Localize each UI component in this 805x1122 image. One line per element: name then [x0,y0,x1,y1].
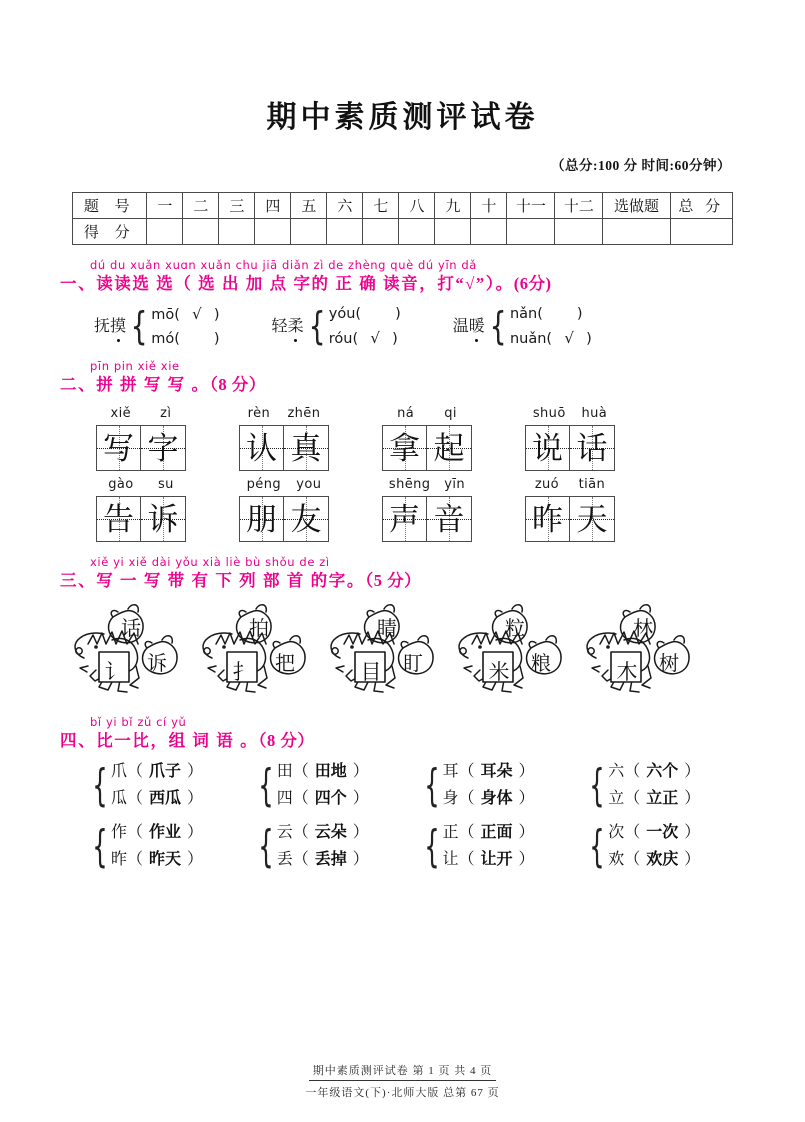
score-cell-4[interactable] [255,219,291,245]
q4-pair-5-line-2-close: ） [187,851,204,869]
q2-item-4-pinyin-a: shuō [532,406,566,422]
q2-item-8 [525,477,615,542]
section-four-pinyin: bǐ yi bǐ zǔ cí yǔ [90,715,187,730]
q1-option-3-2[interactable] [509,328,592,347]
q2-item-7-gridbox[interactable] [382,496,472,542]
q1-option-3-2-close: ) [586,330,592,347]
q4-pair-5-lines [111,825,203,868]
q1-group-2 [271,304,401,349]
section-four-title [60,730,749,752]
q2-item-6-char-a: 朋 [246,501,277,537]
q2-item-5-pinyin [96,477,186,492]
apple-char-top: 拍 [249,618,269,641]
q2-item-7-pinyin [382,477,472,492]
apple-char-top: 粒 [505,618,525,641]
score-cell-6[interactable] [327,219,363,245]
grid-cell[interactable] [284,497,328,541]
q4-pair-8-line-1-answer[interactable]: 一次 [646,824,679,842]
grid-cell[interactable] [383,426,427,470]
q4-pair-7-line-2[interactable] [443,852,535,868]
q1-option-1-1-pinyin: mō( [151,307,180,324]
q1-option-1-2-pinyin: mó( [151,330,180,347]
q1-option-3-1[interactable] [510,307,592,322]
q1-options-3 [510,307,592,346]
q2-item-2-gridbox[interactable] [239,425,329,471]
q4-pair-5 [86,820,252,872]
q2-item-1-char-b: 字 [147,430,179,466]
q2-item-5-pinyin-a: gào [108,477,134,493]
score-cell-2[interactable] [183,219,219,245]
q4-pair-4-line-1-answer[interactable]: 六个 [646,763,679,781]
q4-pair-1-line-1-answer[interactable]: 爪子 [149,763,182,781]
q2-item-3 [382,406,472,471]
footer-page-info: 期中素质测评试卷 第 1 页 共 4 页 [309,1062,497,1081]
col-header-10: 十 [471,193,507,219]
q2-block [60,406,749,542]
q4-pair-1-lines [111,764,203,807]
q4-pair-4 [583,759,749,811]
q4-pair-3-line-2-answer[interactable]: 身体 [480,790,513,808]
brace-icon: { [130,304,148,349]
q4-pair-7-lines [443,825,535,868]
q4-pair-4-line-2-char: 立（ [608,790,641,808]
score-table [72,192,733,245]
col-header-9: 九 [435,193,471,219]
row-label-score: 得 分 [73,219,147,245]
score-cell-total[interactable] [670,219,732,245]
q4-pair-5-line-1-char: 作（ [111,824,144,842]
q4-pair-8-line-1-close: ） [684,824,701,842]
section-four-title-text: 四、比一比，组 词 语 。 [60,730,259,750]
q2-item-8-pinyin-b: tiān [578,477,606,493]
q1-choice-row [60,304,749,349]
grid-cell[interactable] [240,426,284,470]
q4-pair-3-line-2[interactable] [443,791,535,807]
q2-item-8-char-b: 天 [576,501,608,537]
q2-item-6-pinyin-b: you [296,477,322,493]
q2-item-2 [239,406,329,471]
q2-item-3-pinyin [382,406,472,421]
grid-cell[interactable] [570,497,614,541]
q2-item-7-pinyin-a: shēng [388,477,431,493]
q4-pair-8-lines [608,825,700,868]
q2-row-1 [80,406,749,471]
q2-item-1-pinyin-b: zì [160,406,172,422]
q4-pair-6-line-2-char: 丢（ [276,851,309,869]
q2-item-7-pinyin-b: yīn [444,477,466,493]
score-cell-8[interactable] [399,219,435,245]
apple-char-side: 诉 [147,653,167,676]
q1-word-2-a: 轻 [271,317,288,335]
grid-cell[interactable] [383,497,427,541]
q4-pair-1-line-2-close: ） [187,790,204,808]
q4-pair-8-line-2-char: 欢（ [608,851,641,869]
grid-cell[interactable] [427,426,471,470]
q2-item-8-pinyin-a: zuó [534,477,560,493]
section-two [0,360,805,542]
q1-option-2-2[interactable] [328,328,401,347]
q4-pair-5-line-1-close: ） [187,824,204,842]
q2-item-4 [525,406,615,471]
q4-pair-5-line-2-answer[interactable]: 昨天 [149,851,182,869]
q1-word-3-b: 暖 [468,317,485,335]
q1-option-1-2-close: ) [213,330,220,347]
hedgehog-radical-item-2 [194,600,316,702]
brace-icon: { [258,759,274,811]
q4-pair-7-line-2-close: ） [518,851,535,869]
hedgehog-radical-item-4 [450,600,572,702]
section-four-heading [60,716,749,752]
hedgehog-radical-item-1 [66,600,188,702]
grid-cell[interactable] [526,497,570,541]
q1-option-3-2-mark[interactable]: √ [564,328,574,347]
q2-item-7-char-a: 声 [389,501,420,537]
apple-char-side: 粮 [531,653,551,676]
brace-icon: { [423,820,440,872]
q1-option-3-1-pinyin: nǎn( [509,306,543,323]
q4-pair-3-lines [443,764,535,807]
q1-group-3 [452,304,592,349]
brace-icon: { [423,759,440,811]
hedgehog-radical-item-5 [578,600,700,702]
footer-line-1-wrap [0,1061,805,1081]
q2-item-6-char-b: 友 [290,501,322,537]
q4-pair-7-line-1-char: 正（ [442,824,475,842]
q4-pair-1-line-1-close: ） [187,763,204,781]
q4-pair-3-line-2-char: 身（ [442,790,475,808]
q4-pair-6-line-2-close: ） [352,851,369,869]
col-header-4: 四 [255,193,291,219]
q2-item-5-gridbox[interactable] [96,496,186,542]
q2-item-8-pinyin [525,477,615,492]
q4-pair-8-line-1-char: 次（ [608,824,641,842]
score-cell-optional[interactable] [603,219,670,245]
score-cell-12[interactable] [555,219,603,245]
section-one [0,258,805,349]
q2-item-1-char-a: 写 [103,430,134,466]
q4-pair-2-line-1[interactable] [277,764,369,780]
score-cell-9[interactable] [435,219,471,245]
q1-word-3 [453,318,485,336]
page-footer [0,1061,805,1100]
col-header-optional: 选做题 [603,193,670,219]
q2-item-5-pinyin-b: su [157,477,174,493]
col-header-5: 五 [291,193,327,219]
grid-cell[interactable] [97,426,141,470]
q4-pair-3-line-1-answer[interactable]: 耳朵 [480,763,513,781]
q1-option-2-1-close: ) [395,306,401,323]
score-cell-5[interactable] [291,219,327,245]
q1-option-3-2-pinyin: nuǎn( [509,330,553,347]
footer-book-info: 一年级语文(下)·北师大版 总第 67 页 [305,1087,500,1099]
score-cell-11[interactable] [507,219,555,245]
q4-pair-1-line-2[interactable] [111,791,203,807]
q1-option-3-1-close: ) [576,306,583,323]
q4-pair-8-line-2[interactable] [608,852,700,868]
grid-cell[interactable] [526,426,570,470]
table-row-scores [73,219,733,245]
q2-item-1-pinyin [96,406,186,421]
q4-pair-2-line-1-char: 田（ [276,763,309,781]
grid-cell[interactable] [141,497,185,541]
q1-option-2-1[interactable] [329,307,401,322]
section-two-heading [60,360,749,396]
brace-icon: { [92,759,108,811]
q4-pair-6-line-1-close: ） [352,824,369,842]
q1-option-1-2[interactable] [151,332,219,347]
q2-item-8-char-a: 昨 [532,501,563,537]
apple-char-top: 话 [121,618,141,641]
q4-pair-7-line-1[interactable] [443,825,535,841]
section-two-score: （8 分） [209,374,266,394]
q4-pair-4-line-2-answer[interactable]: 立正 [646,790,679,808]
brace-icon: { [589,759,605,811]
q4-pair-2-line-2[interactable] [277,791,369,807]
grid-cell[interactable] [141,426,185,470]
grid-cell[interactable] [427,497,471,541]
radical-char: 木 [616,660,638,685]
q4-pair-5-line-2-char: 昨（ [111,851,144,869]
grid-cell[interactable] [284,426,328,470]
q4-pair-6-line-2[interactable] [277,852,369,868]
q1-options-2 [329,307,401,346]
col-header-11: 十一 [507,193,555,219]
q2-item-4-char-b: 话 [576,430,608,466]
section-one-title [60,273,749,295]
q2-item-6-gridbox[interactable] [239,496,329,542]
page-title: 期中素质测评试卷 [266,101,539,134]
q4-pair-6-line-2-answer[interactable]: 丢掉 [314,851,347,869]
q4-pair-1-line-2-char: 瓜（ [111,790,144,808]
q4-pair-6-lines [277,825,369,868]
radical-char: 米 [488,660,510,685]
q4-pair-8 [583,820,749,872]
q4-pair-7-line-2-char: 让（ [442,851,475,869]
q2-item-1-gridbox[interactable] [96,425,186,471]
radical-char: 讠 [104,660,126,685]
q4-pair-4-line-1-char: 六（ [608,763,641,781]
section-one-heading [60,259,749,295]
q2-item-6 [239,477,329,542]
q4-pair-2-line-1-close: ） [352,763,369,781]
q4-pair-7-line-1-answer[interactable]: 正面 [480,824,513,842]
grid-cell[interactable] [97,497,141,541]
section-three [0,556,805,702]
q4-pair-5-line-1[interactable] [111,825,203,841]
q1-word-1 [94,318,126,336]
q4-pair-8-line-1[interactable] [608,825,700,841]
q1-option-2-2-close: ) [392,330,398,347]
table-row-question-numbers [73,193,733,219]
brace-icon: { [589,820,605,872]
q1-options-1 [151,307,219,346]
q4-pair-4-lines [608,764,700,807]
apple-char-side: 把 [275,653,295,676]
section-two-title-text: 二、拼 拼 写 写 。 [60,374,210,394]
col-header-6: 六 [327,193,363,219]
row-label-question-number: 题 号 [73,193,147,219]
q1-option-2-1-pinyin: yóu( [328,306,362,323]
q4-pair-2-line-2-answer[interactable]: 四个 [314,790,347,808]
q1-word-2-b: 柔 [287,317,304,335]
q2-item-1-pinyin-a: xiě [110,406,132,422]
q4-pair-6-line-1[interactable] [277,825,369,841]
q2-item-3-char-a: 拿 [389,430,420,466]
col-header-7: 七 [363,193,399,219]
q2-item-3-pinyin-b: qi [444,406,457,422]
q4-pair-5-line-1-answer[interactable]: 作业 [149,824,182,842]
q4-pair-3-line-1[interactable] [443,764,535,780]
q4-pair-8-line-2-answer[interactable]: 欢庆 [646,851,679,869]
section-three-pinyin: xiě yi xiě dài yǒu xià liè bù shǒu de zì [90,555,330,570]
q1-option-2-2-pinyin: róu( [328,330,359,347]
q4-pair-1-line-1-char: 爪（ [111,763,144,781]
q4-pair-4-line-1[interactable] [608,764,700,780]
q4-pair-5-line-2[interactable] [111,852,203,868]
q2-item-5-char-a: 告 [103,501,134,537]
q2-item-2-pinyin-a: rèn [247,406,271,422]
q4-pair-6-line-1-answer[interactable]: 云朵 [314,824,347,842]
section-three-title-text: 三、写 一 写 带 有 下 列 部 首 的字。 [60,570,365,590]
col-header-12: 十二 [555,193,603,219]
q1-option-2-2-mark[interactable]: √ [370,328,380,347]
col-header-2: 二 [183,193,219,219]
q1-word-2 [272,318,304,336]
col-header-8: 八 [399,193,435,219]
q4-pair-4-line-2-close: ） [684,790,701,808]
score-cell-10[interactable] [471,219,507,245]
q2-item-4-pinyin-b: huà [581,406,608,422]
score-cell-7[interactable] [363,219,399,245]
q3-hedgehog-row [60,600,749,702]
brace-icon: { [489,304,507,349]
q4-pair-7-line-1-close: ） [518,824,535,842]
q4-pair-1-line-2-answer[interactable]: 西瓜 [149,790,182,808]
q2-item-2-pinyin-b: zhēn [287,406,321,422]
section-two-pinyin: pīn pin xiě xie [90,359,180,374]
q2-item-2-pinyin [239,406,329,421]
q1-group-1 [94,304,220,349]
q4-pair-3-line-1-char: 耳（ [442,763,475,781]
section-one-pinyin: dú du xuǎn xuɑn xuǎn chu jiā diǎn zì de zhèng què dú yīn dǎ [90,258,477,272]
q2-item-2-char-a: 认 [246,430,277,466]
q2-item-1 [96,406,186,471]
q4-pair-7 [418,820,584,872]
q2-item-3-gridbox[interactable] [382,425,472,471]
score-cell-1[interactable] [147,219,183,245]
q1-word-1-b: 摸 [110,317,127,335]
grid-cell[interactable] [240,497,284,541]
col-header-3: 三 [219,193,255,219]
q2-item-4-gridbox[interactable] [525,425,615,471]
section-four [0,715,805,872]
q2-item-3-char-b: 起 [433,430,465,466]
section-three-title [60,570,749,592]
section-one-score: (6分) [513,273,552,293]
score-table-wrap [0,192,805,245]
q4-pair-7-line-2-answer[interactable]: 让开 [480,851,513,869]
section-three-heading [60,556,749,592]
q4-pair-2-lines [277,764,369,807]
q4-pair-grid [60,759,749,872]
apple-char-side: 树 [659,653,679,676]
apple-char-top: 林 [633,618,653,641]
apple-char-top: 睛 [377,618,397,641]
q2-item-7-char-b: 音 [433,501,465,537]
q4-pair-2-line-2-char: 四（ [276,790,309,808]
radical-char: 目 [360,660,382,685]
q4-pair-3-line-2-close: ） [518,790,535,808]
q1-word-1-a: 抚 [94,317,111,335]
section-one-title-text: 一、读读选 选（ 选 出 加 点 字的 正 确 读音，打“√”）。 [60,273,514,293]
q4-pair-4-line-2[interactable] [608,791,700,807]
q4-pair-4-line-1-close: ） [684,763,701,781]
q4-pair-3-line-1-close: ） [518,763,535,781]
q4-pair-2-line-1-answer[interactable]: 田地 [314,763,347,781]
q2-item-5-char-b: 诉 [147,501,179,537]
q2-row-2 [80,477,749,542]
radical-char: 扌 [232,660,254,685]
q2-item-6-pinyin [239,477,329,492]
hedgehog-radical-item-3 [322,600,444,702]
section-three-score: （5 分） [364,570,422,590]
q1-option-1-1[interactable] [151,307,219,323]
q2-item-4-pinyin [525,406,615,421]
q4-pair-8-line-2-close: ） [684,851,701,869]
col-header-total: 总 分 [670,193,732,219]
q4-pair-2-line-2-close: ） [352,790,369,808]
brace-icon: { [308,304,326,349]
brace-icon: { [92,820,108,872]
q1-option-1-1-mark[interactable]: √ [192,305,202,324]
q1-option-1-1-close: ) [213,307,220,324]
q2-item-7 [382,477,472,542]
q4-pair-1-line-1[interactable] [111,764,203,780]
q4-pair-2 [252,759,418,811]
q4-pair-6-line-1-char: 云（ [276,824,309,842]
q4-pair-6 [252,820,418,872]
q2-item-8-gridbox[interactable] [525,496,615,542]
section-four-score: （8 分） [258,730,315,750]
q4-pair-1 [86,759,252,811]
brace-icon: { [258,820,274,872]
q2-item-6-pinyin-a: péng [246,477,281,493]
q2-item-5 [96,477,186,542]
score-cell-3[interactable] [219,219,255,245]
section-two-title [60,374,749,396]
q2-item-3-pinyin-a: ná [397,406,415,422]
apple-char-side: 盯 [403,653,423,676]
q4-pair-3 [418,759,584,811]
grid-cell[interactable] [570,426,614,470]
q2-item-2-char-b: 真 [290,430,322,466]
q1-word-3-a: 温 [452,317,469,335]
exam-meta: （总分:100 分 时间:60分钟） [551,158,731,173]
col-header-1: 一 [147,193,183,219]
q2-item-4-char-a: 说 [532,430,563,466]
